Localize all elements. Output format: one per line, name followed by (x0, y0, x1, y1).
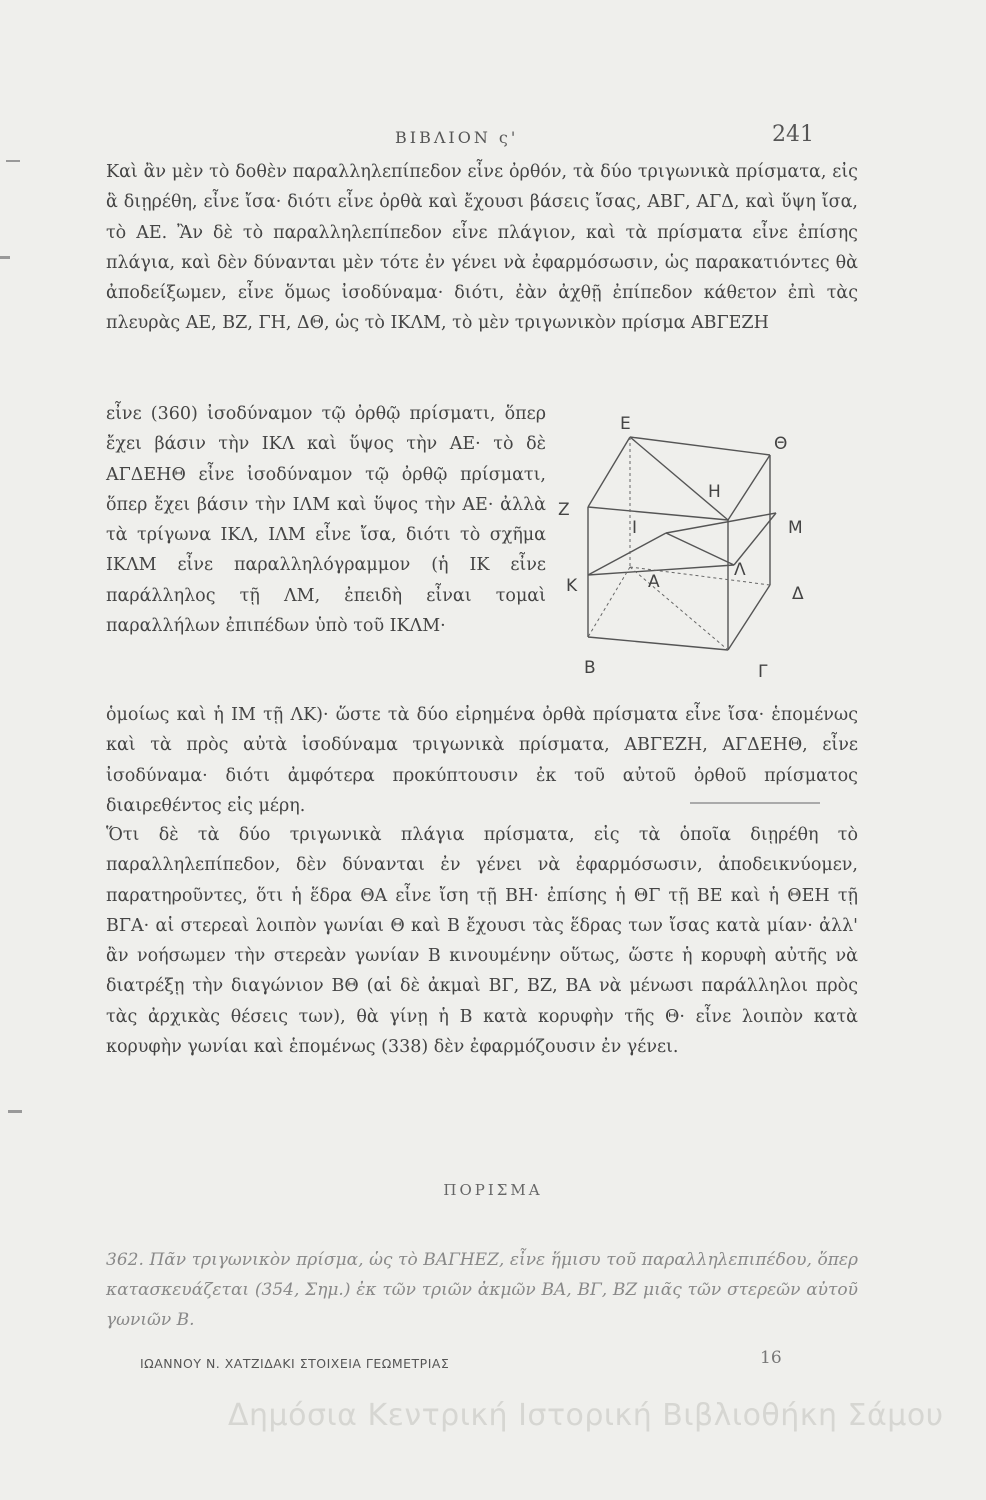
section-i-lambda (666, 533, 734, 565)
edge-gamma-delta (728, 585, 770, 650)
label-z: Ζ (558, 500, 570, 520)
label-a: Α (648, 572, 660, 592)
hidden-diagonal-a-gamma (630, 567, 728, 650)
parallelepiped-diagram (548, 415, 848, 700)
label-delta: Δ (792, 584, 804, 604)
label-m: Μ (788, 518, 803, 538)
porisma-text: 362. Πᾶν τριγωνικὸν πρίσμα, ὡς τὸ ΒΑΓΗΕΖ, εἶνε ἥμισυ τοῦ παραλληλεπιπέδου, ὅπερ κατασκευάζεται (354, Σημ.) ἐκ τῶν τριῶν ἀκμῶν ΒΑ, ΒΓ, ΒΖ μιᾶς τῶν στερεῶν αὐτοῦ γωνιῶν Β. (106, 1250, 858, 1330)
paragraph-3: ὁμοίως καὶ ἡ ΙΜ τῇ ΛΚ)· ὥστε τὰ δύο εἰρημένα ὀρθὰ πρίσματα εἶνε ἴσα· ἑπομένως καὶ τὰ πρὸς αὐτὰ ἰσοδύναμα τριγωνικὰ πρίσματα, ΑΒΓΕΖΗ, ΑΓΔΕΗΘ, εἶνε ἰσοδύναμα· διότι ἀμφότερα προκύπτουσιν ἐκ τοῦ αὐτοῦ ὀρθοῦ πρίσματος διαιρεθέντος εἰς μέρη. (106, 705, 858, 816)
signature-mark: 16 (760, 1348, 782, 1368)
edge-e-theta (630, 437, 770, 455)
label-i: Ι (632, 518, 638, 538)
label-gamma: Γ (758, 662, 768, 682)
edge-z-h (588, 507, 728, 520)
label-theta: Θ (774, 434, 788, 454)
running-title: ΒΙΒΛΙΟΝ ς' (395, 128, 519, 147)
section-k-i (588, 533, 666, 575)
publication-title: ΙΩΑΝΝΟΥ Ν. ΧΑΤΖΙΔΑΚΙ ΣΤΟΙΧΕΙΑ ΓΕΩΜΕΤΡΙΑΣ (140, 1356, 450, 1371)
page-header (0, 122, 986, 152)
paragraph-4: Ὅτι δὲ τὰ δύο τριγωνικὰ πλάγια πρίσματα, εἰς τὰ ὁποῖα διῃρέθη τὸ παραλληλεπίπεδον, δὲν δύνανται ἐν γένει νὰ ἐφαρμόσωσιν, ἀποδεικνύομεν, παρατηροῦντες, ὅτι ἡ ἕδρα ΘΑ εἶνε ἴση τῇ ΒΗ· ἐπίσης ἡ ΘΓ τῇ ΒΕ καὶ ἡ ΘΕΗ τῇ ΒΓΑ· αἱ στερεαὶ λοιπὸν γωνίαι Θ καὶ Β ἔχουσι τὰς ἕδρας των ἴσας κατὰ μίαν· ἀλλ' ἂν νοήσωμεν τὴν στερεὰν γωνίαν Β κινουμένην οὕτως, ὥστε ἡ κορυφὴ αὐτῆς νὰ διατρέξῃ τὴν διαγώνιον ΒΘ (αἱ δὲ ἀκμαὶ ΒΓ, ΒΖ, ΒΑ νὰ μένωσι παράλληλοι πρὸς τὰς ἀρχικὰς θέσεις των), θὰ γίνῃ ἡ Β κατὰ κορυφὴν τῆς Θ· εἶνε λοιπὸν κατὰ κορυφὴν γωνίαι καὶ ἑπομένως (338) δὲν ἐφαρμόζουσιν ἐν γένει. (106, 825, 858, 1058)
diagonal-e-h (630, 437, 728, 520)
label-h: Η (708, 482, 721, 502)
page-number: 241 (772, 122, 814, 147)
library-watermark: Δημόσια Κεντρική Ιστορική Βιβλιοθήκη Σάμου (228, 1398, 944, 1433)
section-k-lambda (588, 565, 734, 575)
label-k: Κ (566, 576, 578, 596)
edge-b-gamma (588, 637, 728, 650)
margin-mark (0, 256, 10, 259)
hidden-edge-a-b (588, 567, 630, 637)
label-b: Β (584, 658, 596, 678)
section-title: ΠΟΡΙΣΜΑ (443, 1181, 543, 1199)
edge-h-theta (728, 455, 770, 520)
pencil-stroke (690, 802, 820, 804)
paragraph-2: εἶνε (360) ἰσοδύναμον τῷ ὀρθῷ πρίσματι, ὅπερ ἔχει βάσιν τὴν ΙΚΛ καὶ ὕψος τὴν ΑΕ· τὸ δὲ ΑΓΔΕΗΘ εἶνε ἰσοδύναμον τῷ ὀρθῷ πρίσματι, ὅπερ ἔχει βάσιν τὴν ΙΛΜ καὶ ὕψος τὴν ΑΕ· ἀλλὰ τὰ τρίγωνα ΙΚΛ, ΙΛΜ εἶνε ἴσα, διότι τὸ σχῆμα ΙΚΛΜ εἶνε παραλληλόγραμμον (ἡ ΙΚ εἶνε παράλληλος τῇ ΛΜ, ἐπειδὴ εἶναι τομαὶ παραλλήλων ἐπιπέδων ὑπὸ τοῦ ΙΚΛΜ· (106, 404, 546, 637)
margin-mark (6, 160, 20, 162)
edge-e-z (588, 437, 630, 507)
label-lambda: Λ (734, 560, 746, 580)
label-e: Ε (620, 415, 631, 434)
prism-figure (548, 415, 848, 700)
paragraph-1: Καὶ ἂν μὲν τὸ δοθὲν παραλληλεπίπεδον εἶνε ὀρθόν, τὰ δύο τριγωνικὰ πρίσματα, εἰς ἃ διῃρέθη, εἶνε ἴσα· διότι εἶνε ὀρθὰ καὶ ἔχουσι βάσεις ἴσας, ΑΒΓ, ΑΓΔ, καὶ ὕψη ἴσα, τὸ ΑΕ. Ἂν δὲ τὸ παραλληλεπίπεδον εἶνε πλάγιον, καὶ τὰ πρίσματα εἶνε ἐπίσης πλάγια, καὶ δὲν δύνανται μὲν τότε ἐν γένει νὰ ἐφαρμόσωσιν, ὡς παρακατιόντες θὰ ἀποδείξωμεν, εἶνε ὅμως ἰσοδύναμα· διότι, ἐὰν ἀχθῇ ἐπίπεδον κάθετον ἐπὶ τὰς πλευρὰς ΑΕ, ΒΖ, ΓΗ, ΔΘ, ὡς τὸ ΙΚΛΜ, τὸ μὲν τριγωνικὸν πρίσμα ΑΒΓΕΖΗ (106, 162, 858, 334)
margin-mark (8, 1110, 22, 1113)
